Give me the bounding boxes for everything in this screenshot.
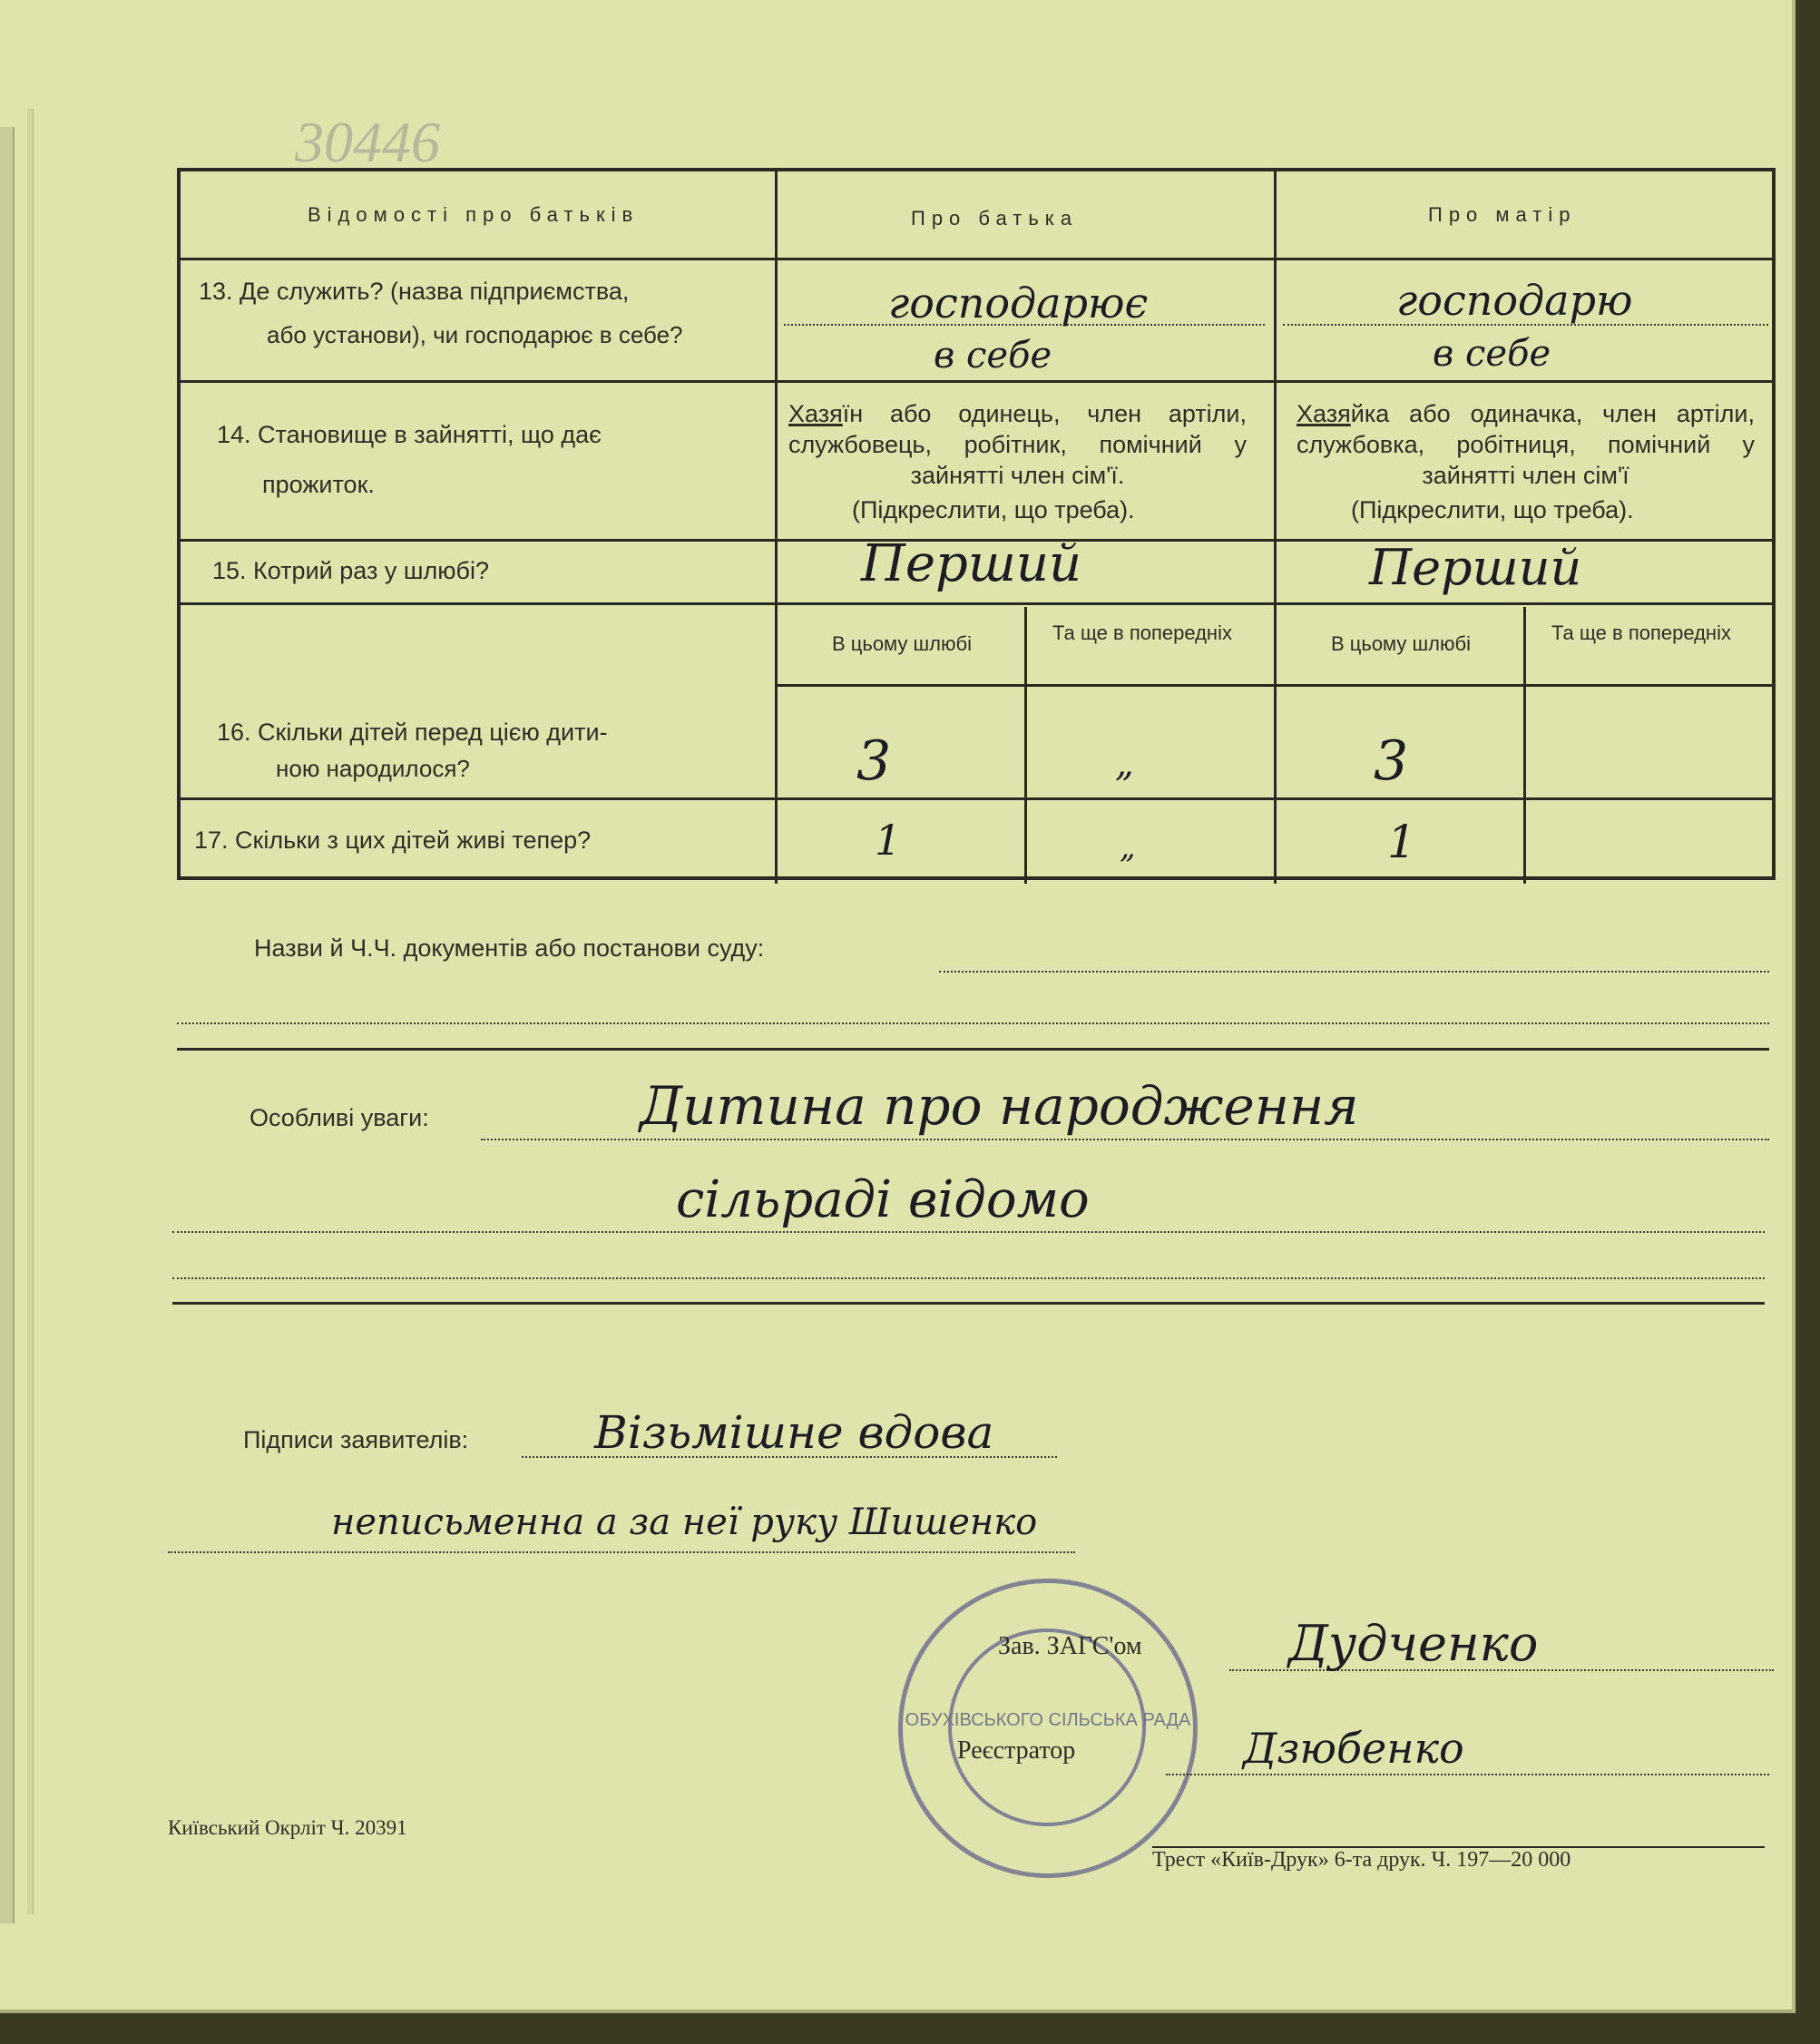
row15-father: Перший bbox=[861, 534, 1082, 593]
col-divider-father-sub bbox=[1024, 607, 1027, 884]
row13-mother-2: в себе bbox=[1433, 333, 1551, 375]
page-edge bbox=[0, 127, 15, 1923]
rule-1 bbox=[177, 1048, 1769, 1051]
row16-father-sub-this: В цьому шлюбі bbox=[831, 632, 973, 655]
row14-mother-text: йка або одиначка, член артіли, службовка, робітниця, помічний у зайнятті член сім'ї bbox=[1297, 400, 1755, 489]
header-info: Відомості про батьків bbox=[308, 203, 640, 226]
col-divider-1 bbox=[775, 171, 778, 884]
row17-father-this: 1 bbox=[875, 816, 902, 865]
row14-father-note: (Підкреслити, що треба). bbox=[852, 496, 1135, 523]
row-line-header bbox=[181, 258, 1773, 260]
row13-father-1: господарює bbox=[888, 279, 1149, 328]
footer-right: Трест «Київ-Друк» 6-та друк. Ч. 197—20 000 bbox=[1152, 1848, 1571, 1872]
row13-label-2: або установи), чи господарює в себе? bbox=[267, 321, 683, 348]
row16-mother-sub-this: В цьому шлюбі bbox=[1330, 632, 1472, 655]
parents-table bbox=[177, 168, 1776, 880]
footer-left: Київський Окрліт Ч. 20391 bbox=[168, 1816, 407, 1839]
remarks-line-2: сільраді відомо bbox=[676, 1170, 1090, 1229]
row16-label-1: 16. Скільки дітей перед цією дити- bbox=[217, 719, 608, 746]
documents-label: Назви й Ч.Ч. документів або постанови суду: bbox=[254, 934, 765, 962]
row14-father-underlined: Хазя bbox=[788, 400, 843, 427]
row13-mother-1: господарю bbox=[1396, 276, 1633, 325]
row14-mother-note: (Підкреслити, що треба). bbox=[1351, 496, 1634, 523]
row16-father-sub-prev: Та ще в попередніх bbox=[1052, 621, 1232, 644]
page-edge-inner bbox=[27, 109, 34, 1914]
row-line-16 bbox=[181, 797, 1773, 800]
header-father: Про батька bbox=[911, 207, 1079, 230]
row15-mother: Перший bbox=[1369, 539, 1582, 596]
col-divider-2 bbox=[1274, 171, 1277, 884]
rule-2 bbox=[172, 1302, 1765, 1305]
official-stamp bbox=[898, 1579, 1198, 1878]
row14-mother-options bbox=[1297, 398, 1755, 491]
registrar-signature: Дзюбенко bbox=[1243, 1724, 1464, 1773]
signatures-dots-2 bbox=[168, 1551, 1075, 1553]
documents-dots-2 bbox=[177, 1022, 1769, 1024]
signatures-label: Підписи заявителів: bbox=[243, 1426, 469, 1453]
row-line-13 bbox=[181, 380, 1773, 383]
signatures-line-1: Візьмішне вдова bbox=[594, 1406, 994, 1459]
remarks-dots-1 bbox=[481, 1139, 1769, 1140]
row17-father-prev: „ bbox=[1120, 829, 1136, 866]
header-mother: Про матір bbox=[1428, 203, 1577, 226]
row15-label: 15. Котрий раз у шлюбі? bbox=[212, 557, 489, 584]
remarks-line-1: Дитина про народження bbox=[640, 1075, 1359, 1137]
remarks-dots-3 bbox=[172, 1277, 1765, 1279]
zags-head-signature: Дудченко bbox=[1288, 1615, 1539, 1672]
stamp-text: ОБУХІВСЬКОГО СІЛЬСЬКА РАДА bbox=[905, 1710, 1191, 1730]
row14-label-2: прожиток. bbox=[262, 471, 375, 498]
row16-label-2: ною народилося? bbox=[276, 755, 470, 782]
row16-mother-this: 3 bbox=[1374, 729, 1409, 793]
remarks-label: Особливі уваги: bbox=[250, 1104, 429, 1131]
pencil-number: 30446 bbox=[295, 110, 440, 174]
registrar-label: Реєстратор bbox=[957, 1736, 1076, 1765]
row14-father-options bbox=[788, 398, 1247, 491]
row-line-15 bbox=[181, 602, 1773, 605]
row16-mother-sub-prev: Та ще в попередніх bbox=[1551, 621, 1731, 644]
remarks-dots-2 bbox=[172, 1231, 1765, 1233]
row13-label-1: 13. Де служить? (назва підприємства, bbox=[199, 278, 630, 305]
registrar-dots bbox=[1166, 1774, 1769, 1775]
row13-father-2: в себе bbox=[934, 335, 1052, 377]
row-line-16-sub bbox=[775, 684, 1773, 687]
signatures-line-2: неписьменна а за неї руку Шишенко bbox=[331, 1501, 1038, 1543]
row17-mother-this: 1 bbox=[1387, 816, 1416, 868]
col-divider-mother-sub bbox=[1523, 607, 1526, 884]
row14-mother-underlined: Хазя bbox=[1297, 400, 1351, 427]
row16-father-this: 3 bbox=[856, 729, 892, 793]
row14-label-1: 14. Становище в зайнятті, що дає bbox=[217, 421, 602, 448]
row17-label: 17. Скільки з цих дітей живі тепер? bbox=[194, 826, 592, 854]
zags-head-label: Зав. ЗАГС'ом bbox=[998, 1632, 1142, 1660]
row14-father-text: їн або одинець, член артіли, службовець, робітник, помічний у зайнятті член сім'ї. bbox=[788, 400, 1247, 489]
documents-dots-1 bbox=[939, 971, 1769, 973]
row16-father-prev: „ bbox=[1115, 743, 1134, 785]
